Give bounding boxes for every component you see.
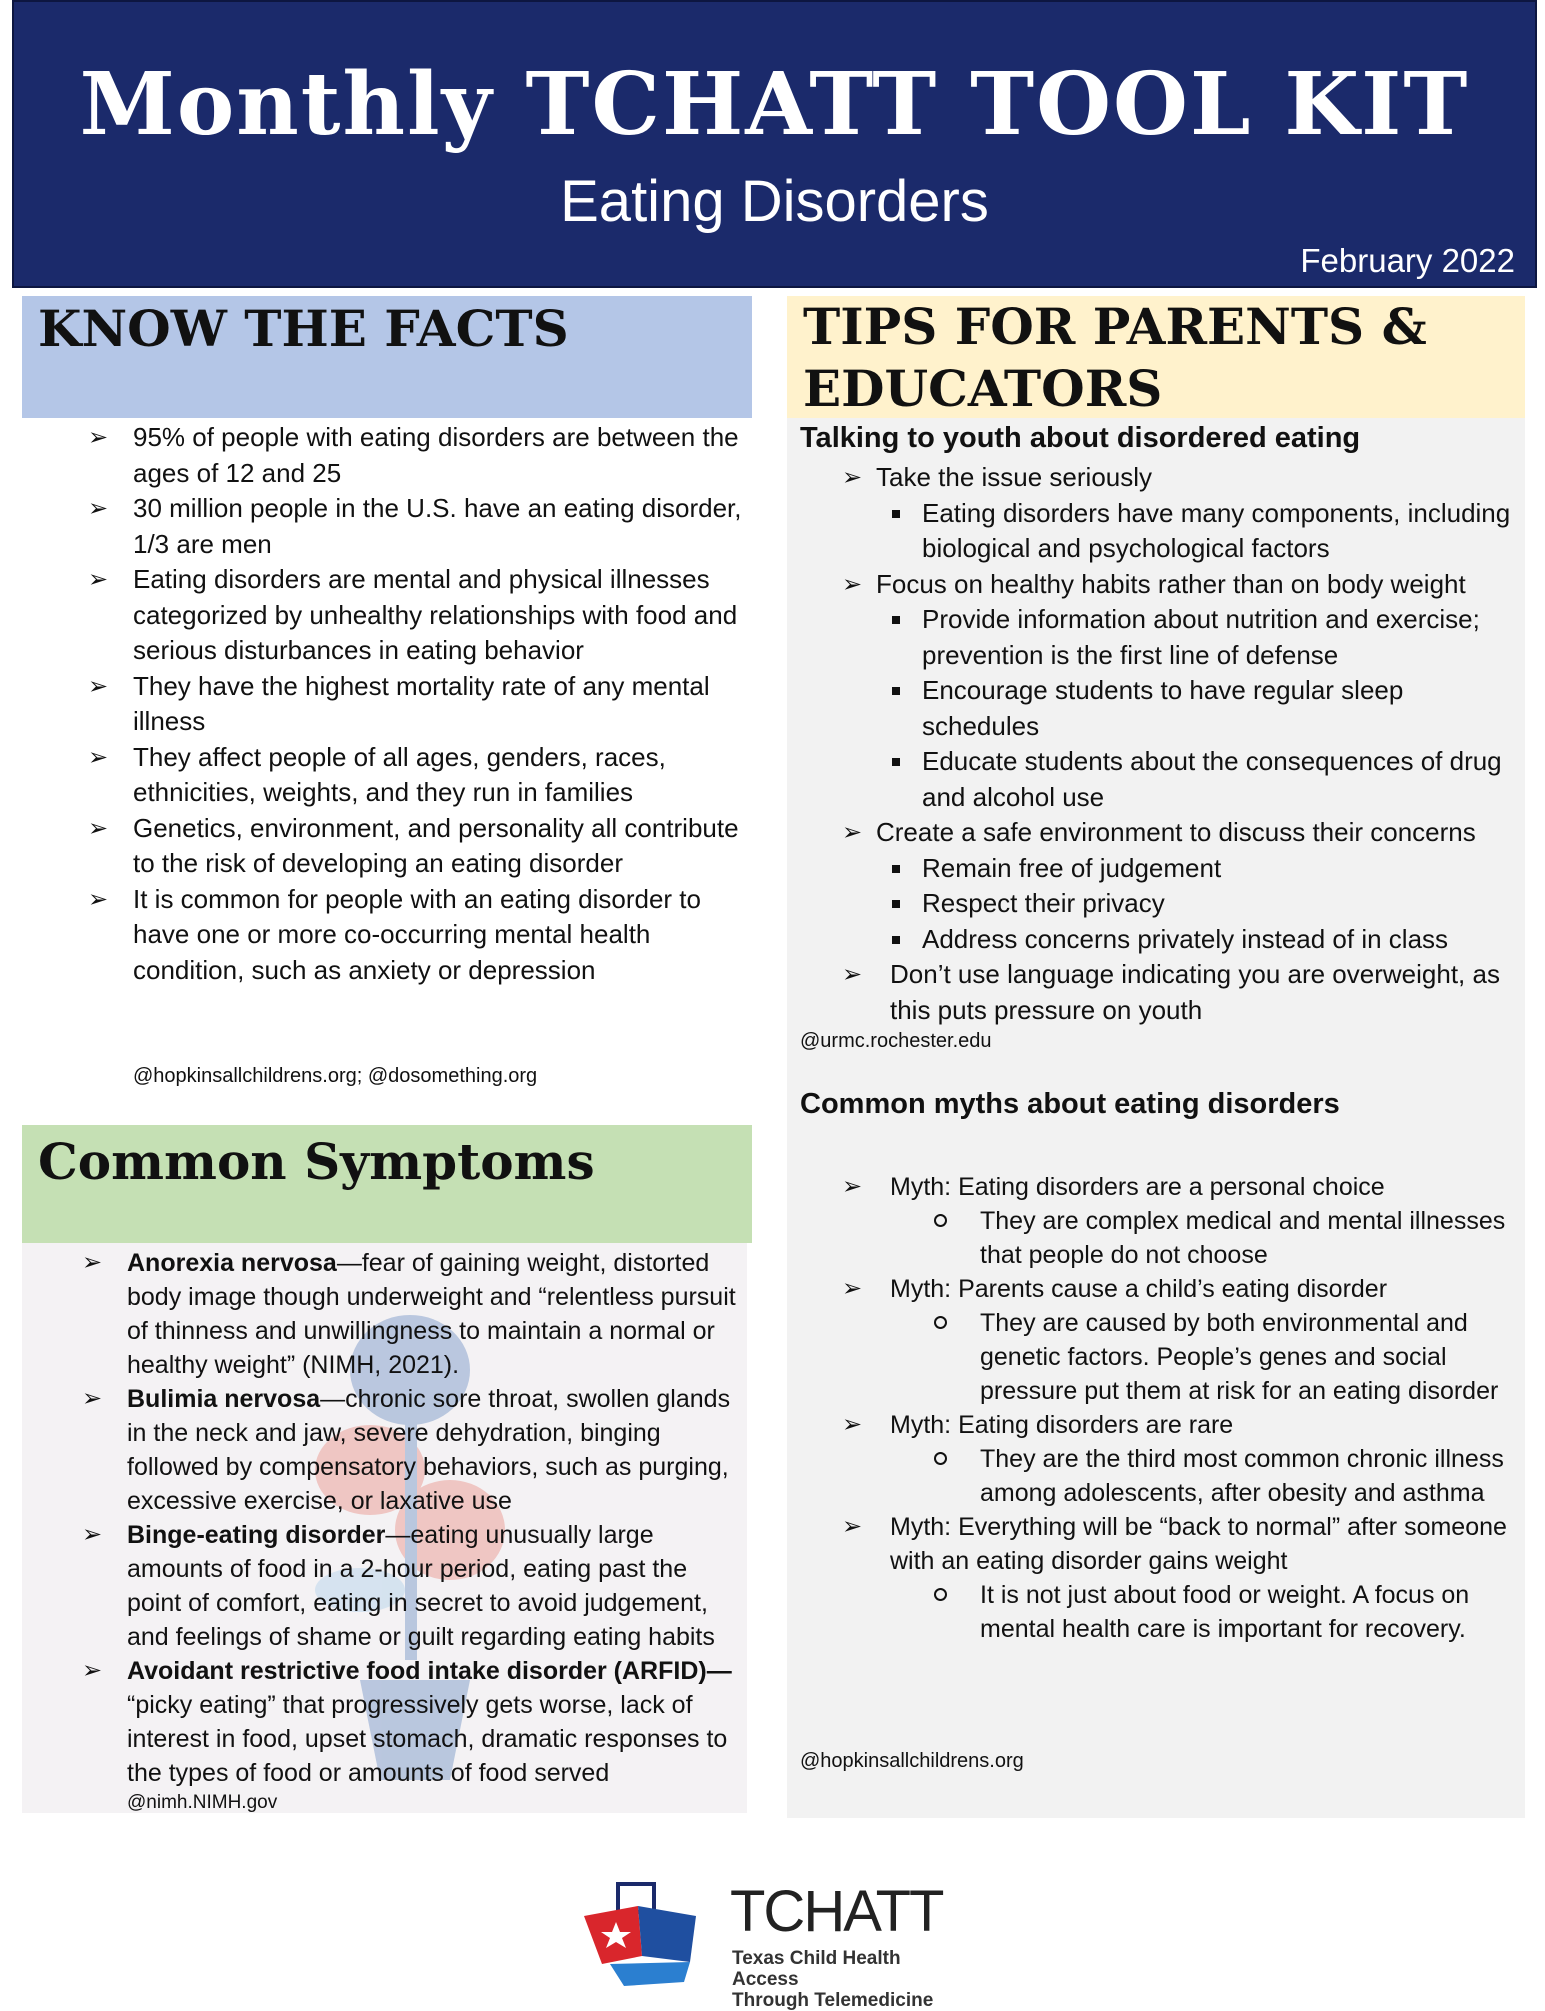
list-item [88, 811, 748, 882]
fact-text: Genetics, environment, and personality all contribute to the risk of developing an eating disorder [133, 812, 739, 878]
list-item [88, 562, 748, 669]
fact-text: It is common for people with an eating disorder to have one or more co-occurring mental health condition, such as anxiety or depression [133, 883, 701, 985]
list-item [842, 815, 1522, 957]
myth-fact: They are the third most common chronic illness among adolescents, after obesity and asthma [980, 1445, 1504, 1507]
symptom-term: Bulimia nervosa [127, 1385, 321, 1413]
square-bullet-icon [892, 616, 900, 624]
sub-tip-text: Respect their privacy [922, 888, 1165, 918]
circle-bullet-icon [934, 1214, 947, 1227]
facts-source: @hopkinsallchildrens.org; @dosomething.org [133, 1065, 538, 1087]
page-subtitle: Eating Disorders [560, 169, 989, 234]
myths-heading: Common myths about eating disorders [800, 1088, 1340, 1120]
myth-fact: They are complex medical and mental illnesses that people do not choose [980, 1207, 1506, 1269]
sub-tip-text: Address concerns privately instead of in class [922, 923, 1449, 954]
myth-text: Myth: Everything will be “back to normal” after someone with an eating disorder gains weight [890, 1513, 1507, 1575]
arrow-bullet-icon: ➢ [842, 819, 863, 846]
list-item [82, 1246, 747, 1382]
arrow-bullet-icon: ➢ [88, 885, 109, 913]
arrow-bullet-icon: ➢ [82, 1657, 103, 1684]
sub-list-item [886, 602, 1522, 673]
symptom-term: Anorexia nervosa [127, 1249, 337, 1277]
list-item [842, 567, 1522, 816]
page-title: Monthly TCHATT TOOL KIT [79, 54, 1470, 155]
square-bullet-icon [892, 900, 900, 908]
list-item [88, 882, 748, 989]
tips-heading: TIPS FOR PARENTS & EDUCATORS [787, 296, 1525, 418]
symptom-term: Binge-eating disorder [127, 1521, 386, 1549]
sub-list-item [934, 1578, 1522, 1646]
arrow-bullet-icon: ➢ [88, 672, 109, 700]
list-item [88, 669, 748, 740]
symptoms-heading: Common Symptoms [22, 1125, 752, 1243]
circle-bullet-icon [934, 1588, 947, 1601]
square-bullet-icon [892, 758, 900, 766]
fact-text: Eating disorders are mental and physical illnesses categorized by unhealthy relationships with food and serious disturbances in eating behavior [133, 564, 738, 665]
symptom-desc: —fear of gaining weight, distorted body image though underweight and “relentless pursuit of thinness and unwillingness to maintain a normal or healthy weight” (NIMH, 2021). [127, 1249, 736, 1379]
symptom-desc: —chronic sore throat, swollen glands in the neck and jaw, severe dehydration, binging followed by compensatory behaviors, such as purging, excessive exercise, or laxative use [127, 1385, 731, 1515]
arrow-bullet-icon: ➢ [88, 566, 109, 593]
symptoms-list [82, 1246, 747, 1790]
arrow-bullet-icon: ➢ [842, 1173, 863, 1200]
sub-tip-text: Encourage students to have regular sleep schedules [922, 675, 1404, 741]
logo-tagline [732, 1948, 960, 2011]
list-item [88, 420, 748, 491]
circle-bullet-icon [934, 1452, 947, 1465]
square-bullet-icon [892, 865, 900, 873]
myths-list [842, 1170, 1522, 1646]
myth-fact: They are caused by both environmental and genetic factors. People’s genes and social pressure put them at risk for an eating disorder [980, 1309, 1499, 1405]
tip-text: Don’t use language indicating you are overweight, as this puts pressure on youth [890, 959, 1500, 1025]
symptoms-source: @nimh.NIMH.gov [127, 1792, 278, 1813]
myth-text: Myth: Eating disorders are a personal choice [890, 1173, 1385, 1201]
tips-source: @urmc.rochester.edu [800, 1030, 992, 1052]
tip-text: Take the issue seriously [876, 462, 1153, 492]
symptom-term: Avoidant restrictive food intake disorder (ARFID)— [127, 1657, 732, 1685]
sub-list-item [886, 886, 1522, 922]
list-item [842, 1170, 1522, 1272]
sub-list-item [886, 673, 1522, 744]
arrow-bullet-icon: ➢ [88, 424, 109, 451]
list-item [88, 491, 748, 562]
fact-text: They have the highest mortality rate of any mental illness [133, 670, 710, 736]
list-item [842, 1408, 1522, 1510]
list-item [82, 1382, 747, 1518]
facts-list [88, 420, 748, 988]
arrow-bullet-icon: ➢ [842, 961, 863, 988]
sub-tip-text: Provide information about nutrition and exercise; prevention is the first line of defense [922, 604, 1480, 670]
arrow-bullet-icon: ➢ [842, 464, 863, 491]
fact-text: 95% of people with eating disorders are between the ages of 12 and 25 [133, 422, 739, 488]
symptom-desc: —eating unusually large amounts of food in a 2-hour period, eating past the point of comfort, eating in secret to avoid judgement, and feelings of shame or guilt regarding eating habits [127, 1521, 715, 1651]
logo-tagline-1: Texas Child Health Access [732, 1948, 901, 1990]
list-item [842, 460, 1522, 567]
sub-list-item [886, 496, 1522, 567]
myth-text: Myth: Eating disorders are rare [890, 1411, 1234, 1439]
arrow-bullet-icon: ➢ [82, 1521, 103, 1548]
tip-text: Create a safe environment to discuss their concerns [876, 817, 1476, 847]
sub-list-item [934, 1204, 1522, 1272]
list-item [842, 1510, 1522, 1646]
header-banner [12, 0, 1537, 288]
tips-list [842, 460, 1522, 1028]
list-item [88, 740, 748, 811]
arrow-bullet-icon: ➢ [88, 814, 109, 842]
arrow-bullet-icon: ➢ [842, 1275, 863, 1302]
sub-list-item [934, 1442, 1522, 1510]
arrow-bullet-icon: ➢ [88, 495, 109, 522]
sub-tip-text: Remain free of judgement [922, 852, 1222, 883]
logo-wordmark: TCHATT [730, 1879, 943, 1944]
list-item [82, 1518, 747, 1654]
arrow-bullet-icon: ➢ [82, 1385, 103, 1412]
talking-heading: Talking to youth about disordered eating [800, 422, 1361, 454]
sub-tip-text: Educate students about the consequences of drug and alcohol use [922, 746, 1502, 812]
tchatt-logo [580, 1878, 960, 2011]
sub-list-item [934, 1306, 1522, 1408]
square-bullet-icon [892, 936, 900, 944]
arrow-bullet-icon: ➢ [842, 1513, 863, 1540]
arrow-bullet-icon: ➢ [842, 570, 863, 598]
sub-list-item [886, 744, 1522, 815]
issue-date: February 2022 [1300, 242, 1515, 279]
texas-flag-logo-icon [580, 1878, 700, 1988]
fact-text: 30 million people in the U.S. have an eating disorder, 1/3 are men [133, 493, 742, 559]
arrow-bullet-icon: ➢ [842, 1411, 863, 1438]
sub-list-item [886, 922, 1522, 958]
arrow-bullet-icon: ➢ [82, 1249, 103, 1276]
myth-fact: It is not just about food or weight. A focus on mental health care is important for recovery. [980, 1581, 1470, 1643]
list-item [842, 957, 1522, 1028]
myths-source: @hopkinsallchildrens.org [800, 1750, 1024, 1772]
tip-text: Focus on healthy habits rather than on body weight [876, 568, 1466, 599]
logo-tagline-2: Through Telemedicine [732, 1990, 934, 2011]
square-bullet-icon [892, 510, 900, 518]
square-bullet-icon [892, 687, 900, 695]
facts-heading: KNOW THE FACTS [22, 296, 752, 418]
symptom-desc: “picky eating” that progressively gets worse, lack of interest in food, upset stomach, dramatic responses to the types of food or amounts of food served [127, 1691, 728, 1787]
list-item [842, 1272, 1522, 1408]
fact-text: They affect people of all ages, genders, races, ethnicities, weights, and they run in families [133, 741, 666, 807]
list-item [82, 1654, 747, 1790]
sub-tip-text: Eating disorders have many components, including biological and psychological factors [922, 497, 1511, 563]
sub-list-item [886, 851, 1522, 887]
circle-bullet-icon [934, 1316, 947, 1329]
arrow-bullet-icon: ➢ [88, 743, 109, 771]
myth-text: Myth: Parents cause a child’s eating disorder [890, 1275, 1388, 1303]
